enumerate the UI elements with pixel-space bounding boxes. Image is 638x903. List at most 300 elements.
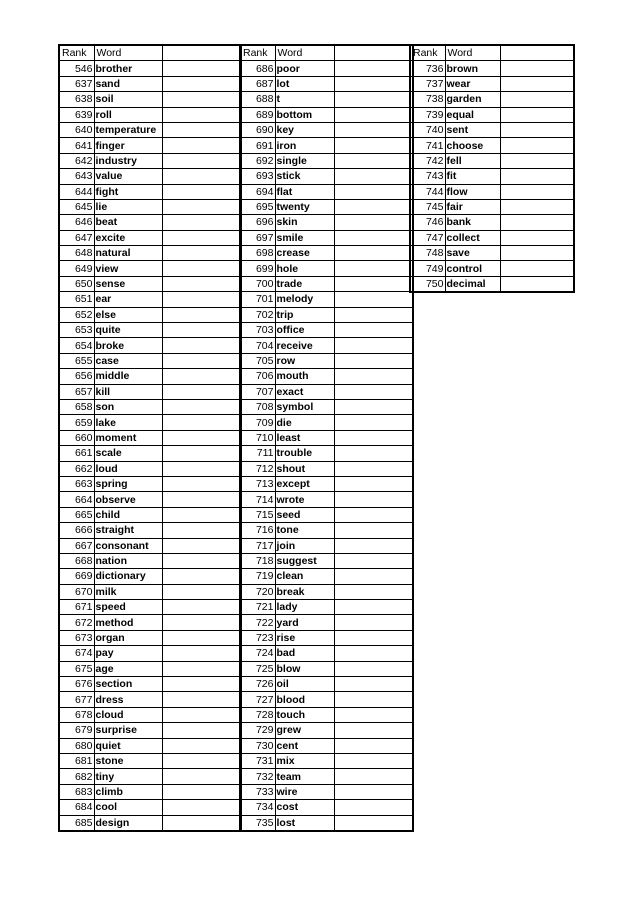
rank-cell: 716 — [240, 523, 275, 538]
rank-cell: 711 — [240, 446, 275, 461]
rank-cell: 692 — [240, 153, 275, 168]
word-cell: nation — [94, 553, 162, 568]
word-cell: team — [275, 769, 334, 784]
word-cell: climb — [94, 784, 162, 799]
word-cell: consonant — [94, 538, 162, 553]
table-row — [410, 138, 574, 153]
word-cell: control — [445, 261, 500, 276]
empty-cell — [162, 784, 241, 799]
table-row — [59, 353, 241, 368]
word-cell: bad — [275, 646, 334, 661]
table-row — [59, 523, 241, 538]
table-row — [240, 538, 413, 553]
table-row — [59, 630, 241, 645]
rank-cell: 723 — [240, 630, 275, 645]
empty-cell — [162, 45, 241, 61]
rank-cell: 722 — [240, 615, 275, 630]
table-row — [240, 230, 413, 245]
rank-cell: 678 — [59, 707, 94, 722]
empty-cell — [162, 246, 241, 261]
word-cell: blood — [275, 692, 334, 707]
rank-cell: 657 — [59, 384, 94, 399]
rank-cell: 731 — [240, 753, 275, 768]
rank-cell: 740 — [410, 122, 445, 137]
table-row — [59, 169, 241, 184]
table-row — [59, 446, 241, 461]
word-cell: else — [94, 307, 162, 322]
rank-cell: 729 — [240, 723, 275, 738]
table-row — [410, 184, 574, 199]
empty-cell — [162, 107, 241, 122]
word-cell: trip — [275, 307, 334, 322]
table-row — [59, 692, 241, 707]
rank-cell: 709 — [240, 415, 275, 430]
word-cell: beat — [94, 215, 162, 230]
word-cell: crease — [275, 246, 334, 261]
word-cell: soil — [94, 92, 162, 107]
table-row — [410, 61, 574, 76]
word-cell: break — [275, 584, 334, 599]
word-cell: brother — [94, 61, 162, 76]
word-cell: shout — [275, 461, 334, 476]
empty-cell — [162, 122, 241, 137]
rank-cell: 661 — [59, 446, 94, 461]
table-row — [240, 184, 413, 199]
empty-cell — [334, 446, 413, 461]
table-header-row — [240, 45, 413, 61]
empty-cell — [334, 615, 413, 630]
rank-cell: 676 — [59, 677, 94, 692]
empty-cell — [334, 399, 413, 414]
empty-cell — [334, 230, 413, 245]
word-cell: view — [94, 261, 162, 276]
empty-cell — [162, 600, 241, 615]
empty-cell — [162, 584, 241, 599]
word-cell: pay — [94, 646, 162, 661]
empty-cell — [334, 92, 413, 107]
table-row — [410, 122, 574, 137]
rank-cell: 713 — [240, 476, 275, 491]
table-row — [59, 246, 241, 261]
empty-cell — [334, 630, 413, 645]
empty-cell — [334, 784, 413, 799]
table-row — [59, 76, 241, 91]
word-table-2 — [239, 44, 414, 832]
table-row — [240, 769, 413, 784]
word-cell: quite — [94, 323, 162, 338]
word-cell: symbol — [275, 399, 334, 414]
rank-cell: 693 — [240, 169, 275, 184]
empty-cell — [162, 261, 241, 276]
word-table-3 — [409, 44, 575, 293]
table-row — [59, 476, 241, 491]
word-cell: suggest — [275, 553, 334, 568]
table-row — [59, 323, 241, 338]
word-cell: method — [94, 615, 162, 630]
rank-cell: 744 — [410, 184, 445, 199]
rank-cell: 702 — [240, 307, 275, 322]
empty-cell — [334, 584, 413, 599]
rank-cell: 705 — [240, 353, 275, 368]
word-cell: die — [275, 415, 334, 430]
rank-cell: 644 — [59, 184, 94, 199]
word-cell: least — [275, 430, 334, 445]
table-row — [240, 600, 413, 615]
table-row — [59, 184, 241, 199]
rank-cell: 695 — [240, 199, 275, 214]
word-cell: lie — [94, 199, 162, 214]
empty-cell — [162, 569, 241, 584]
table-row — [59, 723, 241, 738]
table-row — [240, 415, 413, 430]
word-cell: hole — [275, 261, 334, 276]
word-cell: cost — [275, 800, 334, 815]
word-cell: tone — [275, 523, 334, 538]
word-cell: quiet — [94, 738, 162, 753]
empty-cell — [500, 76, 574, 91]
word-cell: cloud — [94, 707, 162, 722]
empty-cell — [334, 76, 413, 91]
empty-cell — [162, 753, 241, 768]
rank-cell: 734 — [240, 800, 275, 815]
table-row — [240, 615, 413, 630]
empty-cell — [162, 553, 241, 568]
rank-cell: 682 — [59, 769, 94, 784]
rank-cell: 741 — [410, 138, 445, 153]
empty-cell — [334, 815, 413, 831]
empty-cell — [162, 615, 241, 630]
empty-cell — [162, 92, 241, 107]
empty-cell — [334, 692, 413, 707]
table-row — [410, 107, 574, 122]
empty-cell — [162, 276, 241, 291]
table-row — [59, 92, 241, 107]
table-row — [59, 384, 241, 399]
rank-cell: 659 — [59, 415, 94, 430]
table-row — [240, 276, 413, 291]
empty-cell — [334, 430, 413, 445]
empty-cell — [334, 646, 413, 661]
table-row — [240, 369, 413, 384]
empty-cell — [500, 230, 574, 245]
table-row — [240, 338, 413, 353]
rank-cell: 699 — [240, 261, 275, 276]
rank-cell: 719 — [240, 569, 275, 584]
table-row — [59, 399, 241, 414]
word-header: Word — [275, 45, 334, 61]
rank-cell: 653 — [59, 323, 94, 338]
table-row — [240, 815, 413, 831]
word-cell: join — [275, 538, 334, 553]
table-row — [240, 692, 413, 707]
table-row — [59, 677, 241, 692]
empty-cell — [162, 446, 241, 461]
table-header-row — [59, 45, 241, 61]
empty-cell — [334, 61, 413, 76]
empty-cell — [334, 122, 413, 137]
empty-cell — [500, 92, 574, 107]
empty-cell — [162, 461, 241, 476]
table-row — [240, 261, 413, 276]
empty-cell — [162, 76, 241, 91]
word-cell: exact — [275, 384, 334, 399]
table-row — [240, 584, 413, 599]
word-table-1 — [58, 44, 242, 832]
table-row — [240, 246, 413, 261]
table-row — [240, 738, 413, 753]
table-row — [59, 800, 241, 815]
word-cell: moment — [94, 430, 162, 445]
rank-cell: 735 — [240, 815, 275, 831]
word-cell: brown — [445, 61, 500, 76]
word-cell: touch — [275, 707, 334, 722]
rank-cell: 647 — [59, 230, 94, 245]
table-row — [59, 815, 241, 831]
word-cell: tiny — [94, 769, 162, 784]
word-cell: son — [94, 399, 162, 414]
table-row — [240, 61, 413, 76]
rank-cell: 710 — [240, 430, 275, 445]
rank-cell: 546 — [59, 61, 94, 76]
rank-cell: 639 — [59, 107, 94, 122]
word-cell: broke — [94, 338, 162, 353]
rank-cell: 677 — [59, 692, 94, 707]
empty-cell — [162, 677, 241, 692]
word-cell: skin — [275, 215, 334, 230]
empty-cell — [334, 507, 413, 522]
empty-cell — [162, 800, 241, 815]
word-cell: wire — [275, 784, 334, 799]
table-row — [59, 261, 241, 276]
rank-cell: 750 — [410, 276, 445, 292]
rank-cell: 688 — [240, 92, 275, 107]
empty-cell — [500, 107, 574, 122]
table-row — [410, 246, 574, 261]
empty-cell — [500, 184, 574, 199]
empty-cell — [334, 538, 413, 553]
table-row — [59, 415, 241, 430]
table-row — [240, 215, 413, 230]
table-row — [240, 492, 413, 507]
word-cell: sand — [94, 76, 162, 91]
rank-cell: 737 — [410, 76, 445, 91]
word-cell: poor — [275, 61, 334, 76]
word-cell: speed — [94, 600, 162, 615]
rank-cell: 730 — [240, 738, 275, 753]
empty-cell — [500, 215, 574, 230]
empty-cell — [334, 753, 413, 768]
rank-cell: 704 — [240, 338, 275, 353]
rank-cell: 685 — [59, 815, 94, 831]
rank-cell: 648 — [59, 246, 94, 261]
table-row — [59, 600, 241, 615]
rank-cell: 683 — [59, 784, 94, 799]
rank-cell: 738 — [410, 92, 445, 107]
word-cell: surprise — [94, 723, 162, 738]
table-row — [410, 92, 574, 107]
rank-cell: 687 — [240, 76, 275, 91]
word-cell: lady — [275, 600, 334, 615]
word-cell: fight — [94, 184, 162, 199]
word-cell: row — [275, 353, 334, 368]
rank-cell: 691 — [240, 138, 275, 153]
rank-cell: 667 — [59, 538, 94, 553]
empty-cell — [162, 215, 241, 230]
word-cell: trade — [275, 276, 334, 291]
rank-cell: 728 — [240, 707, 275, 722]
word-cell: lot — [275, 76, 334, 91]
word-cell: roll — [94, 107, 162, 122]
rank-cell: 732 — [240, 769, 275, 784]
empty-cell — [334, 600, 413, 615]
word-cell: stone — [94, 753, 162, 768]
empty-cell — [162, 430, 241, 445]
empty-cell — [162, 646, 241, 661]
rank-cell: 720 — [240, 584, 275, 599]
empty-cell — [162, 661, 241, 676]
word-cell: cool — [94, 800, 162, 815]
table-row — [59, 569, 241, 584]
rank-cell: 743 — [410, 169, 445, 184]
word-cell: rise — [275, 630, 334, 645]
word-cell: organ — [94, 630, 162, 645]
rank-cell: 749 — [410, 261, 445, 276]
table-row — [240, 553, 413, 568]
word-header: Word — [445, 45, 500, 61]
table-row — [59, 430, 241, 445]
word-cell: value — [94, 169, 162, 184]
table-row — [240, 323, 413, 338]
rank-cell: 650 — [59, 276, 94, 291]
word-cell: ear — [94, 292, 162, 307]
empty-cell — [334, 45, 413, 61]
rank-cell: 679 — [59, 723, 94, 738]
table-row — [240, 723, 413, 738]
word-cell: fit — [445, 169, 500, 184]
rank-cell: 652 — [59, 307, 94, 322]
table-row — [240, 661, 413, 676]
word-cell: industry — [94, 153, 162, 168]
table-row — [240, 476, 413, 491]
table-row — [59, 292, 241, 307]
word-cell: twenty — [275, 199, 334, 214]
rank-cell: 654 — [59, 338, 94, 353]
empty-cell — [500, 199, 574, 214]
rank-cell: 664 — [59, 492, 94, 507]
word-cell: iron — [275, 138, 334, 153]
rank-cell: 748 — [410, 246, 445, 261]
table-row — [240, 353, 413, 368]
table-row — [59, 538, 241, 553]
empty-cell — [334, 769, 413, 784]
table-row — [59, 707, 241, 722]
table-row — [240, 92, 413, 107]
rank-cell: 675 — [59, 661, 94, 676]
table-row — [59, 153, 241, 168]
word-cell: sense — [94, 276, 162, 291]
empty-cell — [162, 369, 241, 384]
word-header: Word — [94, 45, 162, 61]
empty-cell — [162, 230, 241, 245]
empty-cell — [500, 61, 574, 76]
rank-cell: 689 — [240, 107, 275, 122]
rank-cell: 726 — [240, 677, 275, 692]
word-cell: receive — [275, 338, 334, 353]
empty-cell — [162, 384, 241, 399]
word-cell: seed — [275, 507, 334, 522]
word-cell: lost — [275, 815, 334, 831]
table-row — [240, 138, 413, 153]
word-cell: observe — [94, 492, 162, 507]
table-row — [240, 707, 413, 722]
rank-cell: 717 — [240, 538, 275, 553]
word-cell: flow — [445, 184, 500, 199]
table-row — [59, 230, 241, 245]
rank-cell: 642 — [59, 153, 94, 168]
table-row — [59, 122, 241, 137]
table-row — [410, 215, 574, 230]
word-cell: mix — [275, 753, 334, 768]
empty-cell — [334, 723, 413, 738]
rank-cell: 681 — [59, 753, 94, 768]
empty-cell — [162, 184, 241, 199]
word-cell: yard — [275, 615, 334, 630]
empty-cell — [162, 153, 241, 168]
rank-cell: 727 — [240, 692, 275, 707]
empty-cell — [334, 384, 413, 399]
word-cell: wear — [445, 76, 500, 91]
rank-cell: 665 — [59, 507, 94, 522]
rank-cell: 684 — [59, 800, 94, 815]
rank-cell: 721 — [240, 600, 275, 615]
word-cell: dress — [94, 692, 162, 707]
word-cell: kill — [94, 384, 162, 399]
table-row — [240, 430, 413, 445]
rank-cell: 641 — [59, 138, 94, 153]
word-cell: section — [94, 677, 162, 692]
table-row — [59, 276, 241, 291]
rank-cell: 697 — [240, 230, 275, 245]
empty-cell — [162, 307, 241, 322]
table-row — [59, 492, 241, 507]
word-cell: key — [275, 122, 334, 137]
table-row — [240, 292, 413, 307]
empty-cell — [334, 523, 413, 538]
table-row — [240, 677, 413, 692]
empty-cell — [162, 476, 241, 491]
rank-cell: 703 — [240, 323, 275, 338]
word-cell: dictionary — [94, 569, 162, 584]
table-row — [59, 107, 241, 122]
word-cell: fair — [445, 199, 500, 214]
rank-cell: 670 — [59, 584, 94, 599]
word-cell: choose — [445, 138, 500, 153]
empty-cell — [162, 538, 241, 553]
empty-cell — [334, 323, 413, 338]
empty-cell — [334, 353, 413, 368]
table-row — [59, 615, 241, 630]
rank-cell: 736 — [410, 61, 445, 76]
empty-cell — [334, 553, 413, 568]
empty-cell — [334, 661, 413, 676]
empty-cell — [162, 169, 241, 184]
table-row — [59, 61, 241, 76]
rank-cell: 706 — [240, 369, 275, 384]
rank-cell: 690 — [240, 122, 275, 137]
empty-cell — [162, 61, 241, 76]
empty-cell — [162, 738, 241, 753]
table-row — [240, 784, 413, 799]
